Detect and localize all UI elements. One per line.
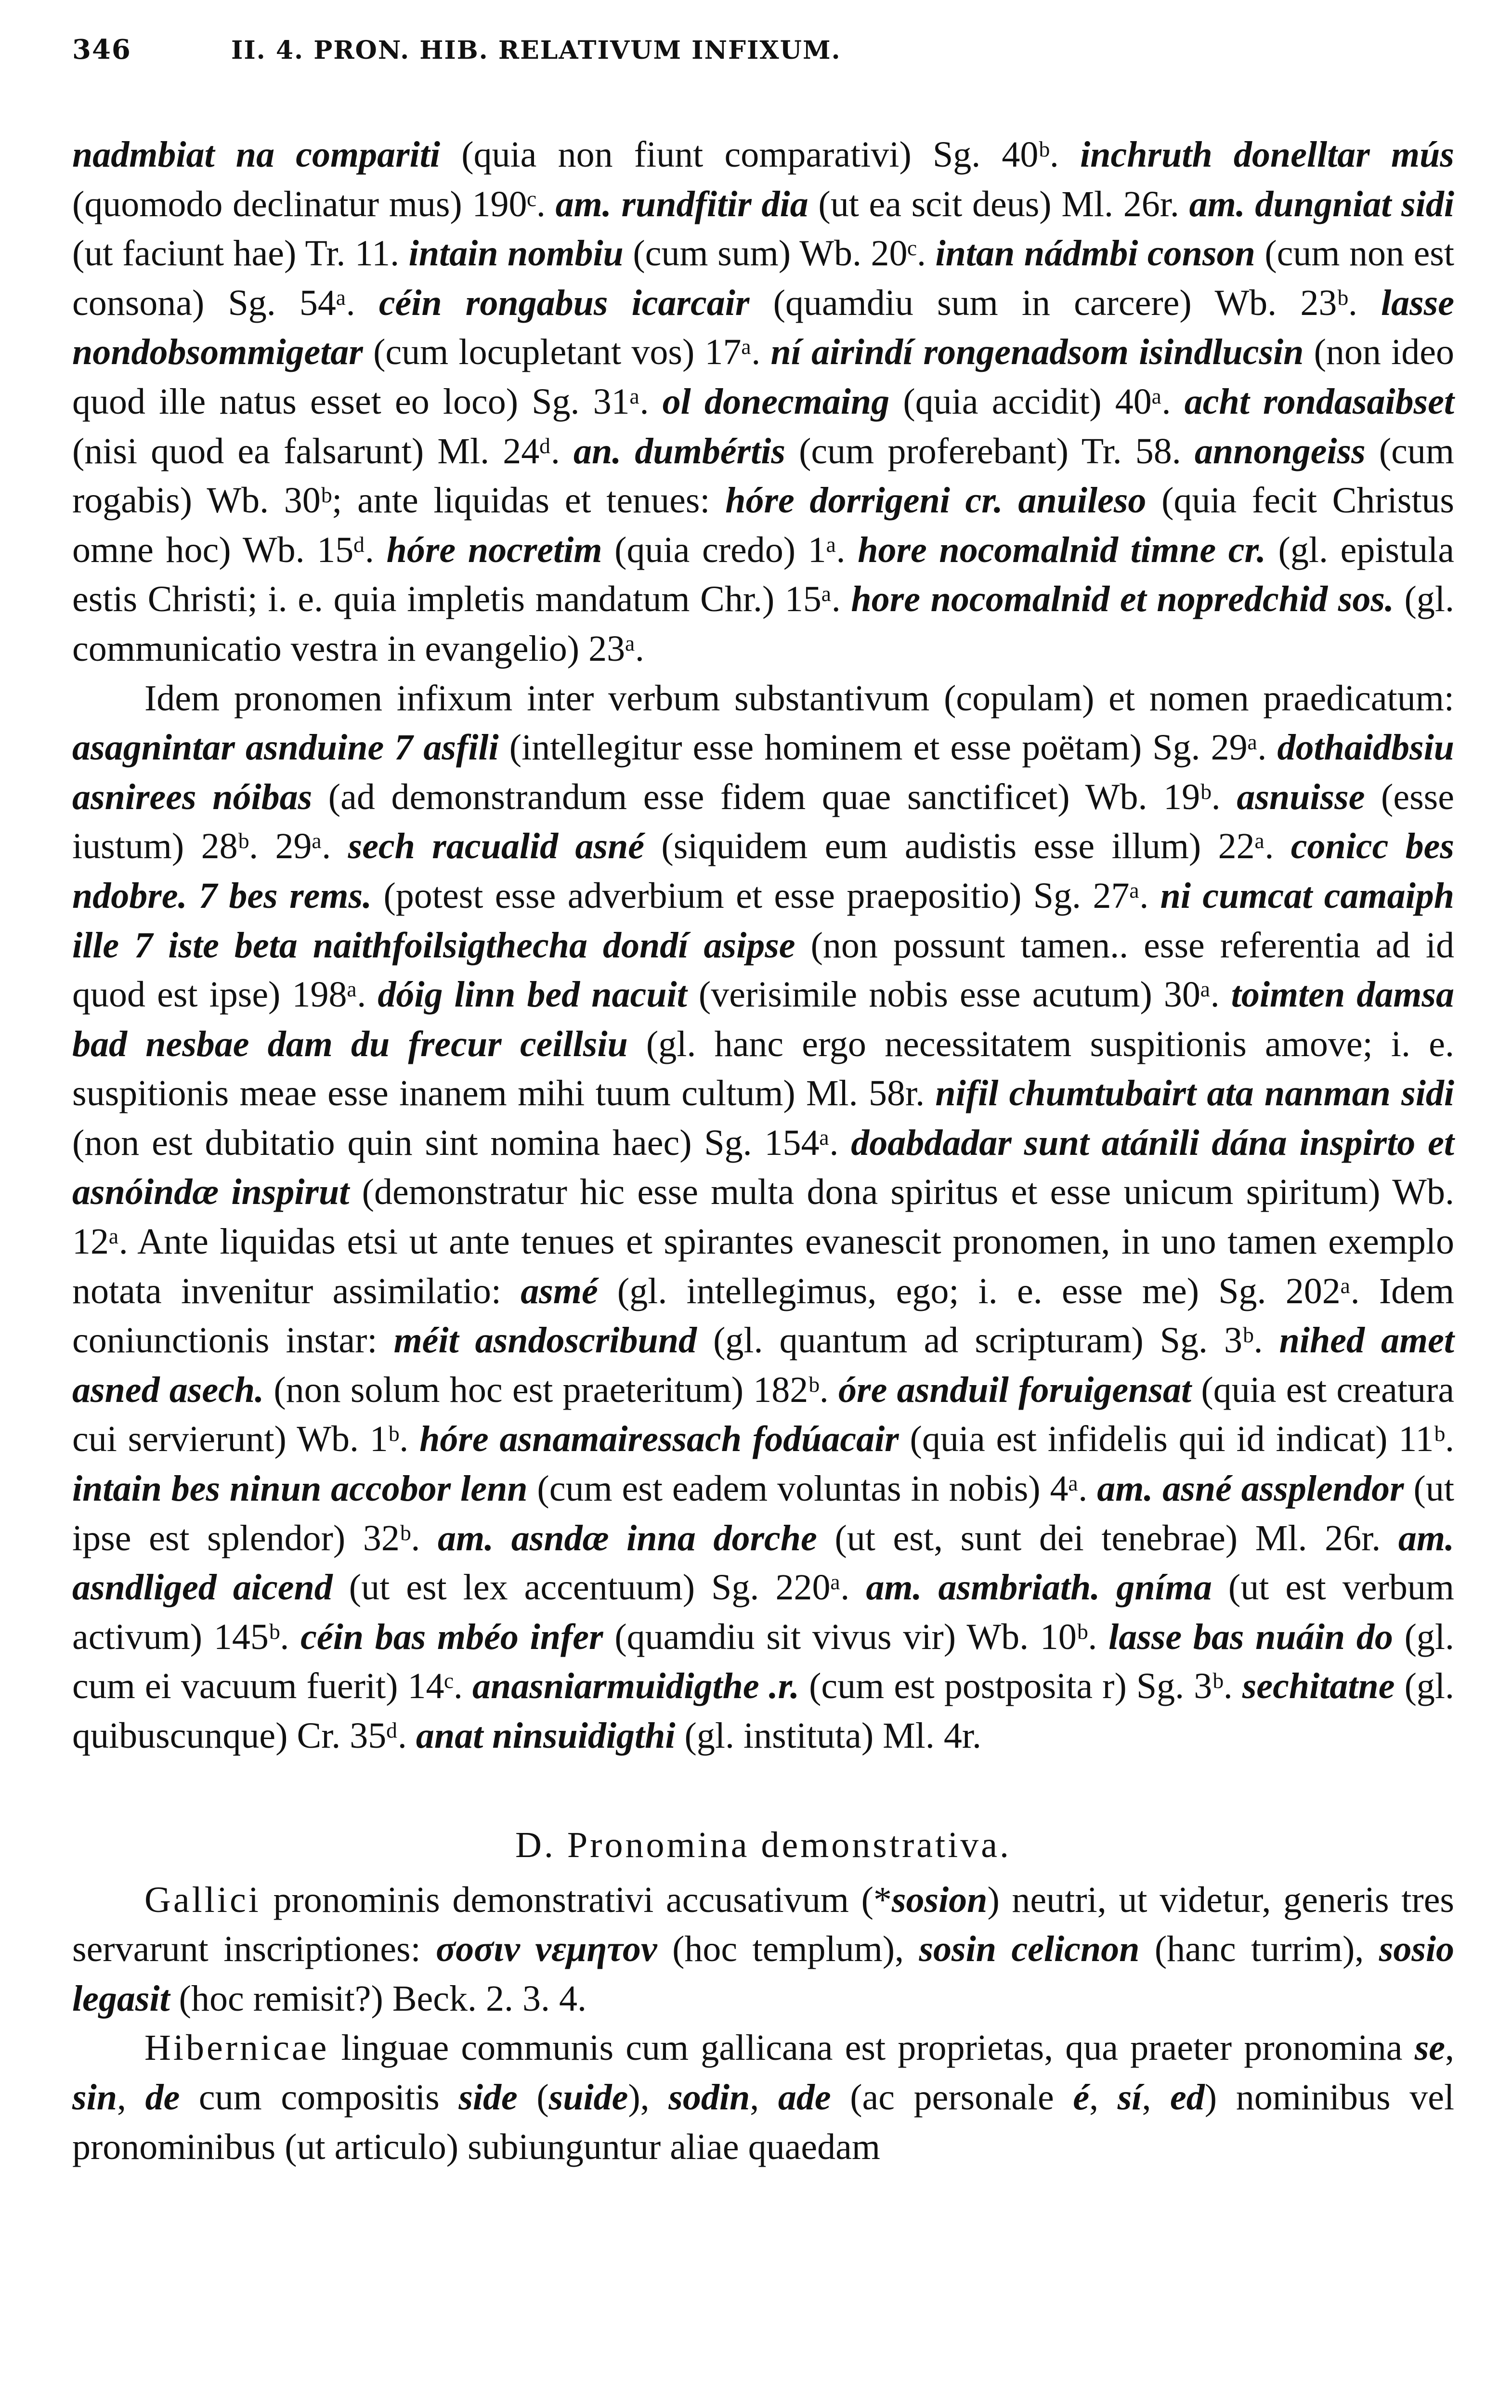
paragraph <box>72 130 1454 674</box>
running-head <box>72 34 1454 92</box>
latin-text: (gl. quantum ad scripturam) Sg. 3ᵇ. <box>697 1320 1279 1361</box>
latin-text: (non est dubitatio quin sint nomina haec) Sg. 154ᵃ. <box>72 1122 851 1163</box>
irish-citation: an. dumbértis <box>574 431 785 471</box>
latin-text: (quia credo) 1ᵃ. <box>602 529 858 570</box>
irish-citation: am. asndæ inna dorche <box>438 1518 817 1558</box>
book-page <box>72 34 1454 2172</box>
running-title: II. 4. PRON. HIB. RELATIVUM INFIXUM. <box>231 36 841 65</box>
latin-text: ) nominibus vel pronominibus (ut articulo) subiunguntur aliae quaedam <box>72 2077 1455 2167</box>
latin-text: (gl. instituta) Ml. 4r. <box>675 1715 981 1756</box>
irish-citation: lasse nondobsommigetar <box>72 282 1454 373</box>
irish-citation: doabdadar sunt atánili dána inspirto et asnóindæ inspirut <box>72 1122 1454 1213</box>
irish-citation: asagnintar asnduine 7 asfili <box>72 727 499 768</box>
irish-citation: sodin <box>668 2077 750 2118</box>
latin-text: ( <box>517 2077 549 2118</box>
irish-citation: méit asndoscribund <box>393 1320 697 1361</box>
irish-citation: nifil chumtubairt ata nanman sidi <box>935 1073 1454 1114</box>
latin-text: ), <box>628 2077 669 2118</box>
irish-citation: hore nocomalnid timne cr. <box>858 529 1266 570</box>
irish-citation: hóre dorrigeni cr. <box>725 480 1003 521</box>
latin-text: (ut ea scit deus) Ml. 26r. <box>808 183 1189 224</box>
latin-text: , <box>117 2077 145 2118</box>
irish-citation: suide <box>548 2077 628 2118</box>
latin-text: (quia est infidelis qui id indicat) 11ᵇ. <box>899 1419 1454 1460</box>
irish-citation: se <box>1414 2028 1445 2068</box>
irish-citation: anat ninsuidigthi <box>416 1715 676 1756</box>
latin-text: (quia est creatura cui servierunt) Wb. 1ᵇ. <box>72 1369 1455 1460</box>
irish-citation: anasniarmuidigthe .r. <box>472 1666 800 1707</box>
irish-citation: hore nocomalnid et nopredchid sos. <box>851 579 1394 620</box>
latin-text: (gl. epistula estis Christi; i. e. quia impletis mandatum Chr.) 15ᵃ. <box>72 529 1455 620</box>
irish-citation: asnuisse <box>1237 776 1365 817</box>
latin-text: (quia fecit Christus omne hoc) Wb. 15ᵈ. <box>72 480 1455 570</box>
paragraph <box>72 2023 1454 2172</box>
irish-citation: am. asmbriath. gníma <box>866 1567 1212 1608</box>
irish-citation: inchruth donelltar mús <box>1080 134 1454 175</box>
irish-citation: ade <box>778 2077 831 2118</box>
latin-text: pronominis demonstrativi accusativum (* <box>261 1879 892 1920</box>
irish-citation: nihed amet asned asech. <box>72 1320 1454 1410</box>
irish-citation: sosin celicnon <box>919 1929 1140 1970</box>
irish-citation: céin rongabus icarcair <box>378 282 750 323</box>
latin-text: (hanc turrim), <box>1139 1929 1379 1970</box>
latin-text: (gl. communicatio vestra in evangelio) 23ᵃ. <box>72 579 1454 669</box>
latin-text: (non possunt tamen.. esse referentia ad id quod est ipse) 198ᵃ. <box>72 925 1454 1015</box>
irish-citation: am. dungniat sidi <box>1189 183 1454 224</box>
latin-text: (ut ipse est splendor) 32ᵇ. <box>72 1468 1454 1558</box>
latin-text: (quamdiu sum in carcere) Wb. 23ᵇ. <box>749 282 1381 323</box>
irish-citation: σοσιν νεμητον <box>436 1929 657 1970</box>
irish-citation: intain bes ninun accobor lenn <box>72 1468 528 1509</box>
latin-text: , <box>1089 2077 1118 2118</box>
latin-text: (esse iustum) 28ᵇ. 29ᵃ. <box>72 776 1454 867</box>
latin-text: (ut est verbum activum) 145ᵇ. <box>72 1567 1454 1657</box>
latin-text: ) neutri, ut videtur, generis tres servarunt inscriptiones: <box>72 1879 1454 1970</box>
latin-text: cum compositis <box>180 2077 459 2118</box>
latin-text: (ut est lex accentuum) Sg. 220ᵃ. <box>332 1567 866 1608</box>
irish-citation: hóre nocretim <box>386 529 602 570</box>
latin-text: (cum non est consona) Sg. 54ᵃ. <box>72 233 1454 323</box>
irish-citation: ní airindí rongenadsom isindlucsin <box>770 332 1304 373</box>
irish-citation: é <box>1073 2077 1090 2118</box>
irish-citation: sechitatne <box>1242 1666 1395 1707</box>
latin-text: (hoc remisit?) Beck. 2. 3. 4. <box>169 1978 587 2019</box>
irish-citation: céin bas mbéo infer <box>300 1616 603 1657</box>
irish-citation: ed <box>1170 2077 1205 2118</box>
irish-citation: anuileso <box>1018 480 1147 521</box>
irish-citation: intain nombiu <box>408 233 624 274</box>
latin-text: (non solum hoc est praeteritum) 182ᵇ. <box>264 1369 839 1410</box>
latin-text: (siquidem eum audistis esse illum) 22ᵃ. <box>644 826 1291 867</box>
latin-text: (cum est eadem voluntas in nobis) 4ᵃ. <box>527 1468 1097 1509</box>
latin-text: Idem pronomen infixum inter verbum substantivum (copulam) et nomen praedicatum: <box>144 678 1454 719</box>
irish-citation: conicc bes ndobre. 7 bes rems. <box>72 826 1454 916</box>
irish-citation: nadmbiat na compariti <box>72 134 441 175</box>
latin-text: (verisimile nobis esse acutum) 30ᵃ. <box>687 974 1231 1015</box>
latin-text: (cum sum) Wb. 20ᶜ. <box>623 233 936 274</box>
latin-text: (gl. intellegimus, ego; i. e. esse me) Sg. 202ᵃ. Idem coniunctionis instar: <box>72 1270 1454 1361</box>
irish-citation: de <box>145 2077 180 2118</box>
latin-text: (cum rogabis) Wb. 30ᵇ; ante liquidas et tenues: <box>72 431 1455 521</box>
irish-citation: ol donecmaing <box>662 381 890 422</box>
irish-citation: am. rundfitir dia <box>555 183 808 224</box>
latin-text: (gl. hanc ergo necessitatem suspitionis amove; i. e. suspitionis meae esse inanem mihi tuum cultum) Ml. 58r. <box>72 1023 1454 1114</box>
irish-citation: am. asné assplendor <box>1097 1468 1404 1509</box>
irish-citation: sí <box>1117 2077 1142 2118</box>
latin-text: , <box>1142 2077 1171 2118</box>
irish-citation: sech racualid asné <box>348 826 645 867</box>
latin-text: (quia non fiunt comparativi) Sg. 40ᵇ. <box>440 134 1081 175</box>
irish-citation: sosion <box>891 1879 988 1920</box>
irish-citation: lasse bas nuáin do <box>1108 1616 1393 1657</box>
latin-text: (cum locupletant vos) 17ᵃ. <box>363 332 771 373</box>
irish-citation: acht rondasaibset <box>1184 381 1454 422</box>
latin-text: (quia accidit) 40ᵃ. <box>889 381 1185 422</box>
latin-text: (non ideo quod ille natus esset eo loco) Sg. 31ᵃ. <box>72 332 1455 422</box>
section-heading: D. Pronomina demonstrativa. <box>515 1824 1011 1865</box>
latin-text: (demonstratur hic esse multa dona spiritus et esse unicum spiritum) Wb. 12ᵃ. Ante liquidas etsi ut ante tenues et spirantes evanescit pronomen, in uno tamen exemplo notata invenitur assimilatio: <box>72 1172 1454 1311</box>
latin-text: (hoc templum), <box>657 1929 919 1970</box>
latin-text: (quamdiu sit vivus vir) Wb. 10ᵇ. <box>603 1616 1109 1657</box>
page-number: 346 <box>72 34 131 65</box>
main-text <box>72 130 1454 2172</box>
paragraph <box>72 674 1454 1761</box>
latin-text: (intellegitur esse hominem et esse poëtam) Sg. 29ᵃ. <box>498 727 1277 768</box>
irish-citation: óre asnduil foruigensat <box>838 1369 1192 1410</box>
irish-citation: ni cumcat camaiph ille 7 iste beta naithfoilsigthecha dondí asipse <box>72 875 1454 966</box>
paragraph-lead-word: Gallici <box>144 1879 261 1920</box>
irish-citation: toimten damsa bad nesbae dam du frecur ceillsiu <box>72 974 1455 1064</box>
latin-text: (ad demonstrandum esse fidem quae sanctificet) Wb. 19ᵇ. <box>312 776 1237 817</box>
irish-citation: asmé <box>521 1270 598 1311</box>
irish-citation: side <box>458 2077 518 2118</box>
latin-text: linguae communis cum gallicana est proprietas, qua praeter pronomina <box>329 2028 1415 2068</box>
latin-text: (ac personale <box>831 2077 1073 2118</box>
latin-text: (quomodo declinatur mus) 190ᶜ. <box>72 183 556 224</box>
latin-text: (potest esse adverbium et esse praepositio) Sg. 27ᵃ. <box>372 875 1160 916</box>
latin-text: (ut faciunt hae) Tr. 11. <box>72 233 409 274</box>
irish-citation: sosio legasit <box>72 1929 1455 2019</box>
latin-text: (gl. cum ei vacuum fuerit) 14ᶜ. <box>72 1616 1455 1707</box>
latin-text: , <box>750 2077 778 2118</box>
irish-citation: dóig linn bed nacuit <box>378 974 687 1015</box>
latin-text: (nisi quod ea falsarunt) Ml. 24ᵈ. <box>72 431 574 471</box>
latin-text: (cum proferebant) Tr. 58. <box>785 431 1195 471</box>
latin-text: (ut est, sunt dei tenebrae) Ml. 26r. <box>817 1518 1398 1558</box>
irish-citation: sin <box>72 2077 117 2118</box>
latin-text <box>1003 480 1018 521</box>
latin-text: (cum est postposita r) Sg. 3ᵇ. <box>799 1666 1242 1707</box>
paragraph-lead-word: Hibernicae <box>144 2028 329 2068</box>
irish-citation: intan nádmbi conson <box>935 233 1255 274</box>
paragraph <box>72 1875 1454 2024</box>
irish-citation: am. asndliged aicend <box>72 1518 1454 1608</box>
latin-text: , <box>1445 2028 1454 2068</box>
irish-citation: annongeiss <box>1194 431 1366 471</box>
irish-citation: hóre asnamairessach fodúacair <box>419 1419 899 1460</box>
irish-citation: dothaidbsiu asnirees nóibas <box>72 727 1454 817</box>
latin-text: (gl. quibuscunque) Cr. 35ᵈ. <box>72 1666 1454 1756</box>
